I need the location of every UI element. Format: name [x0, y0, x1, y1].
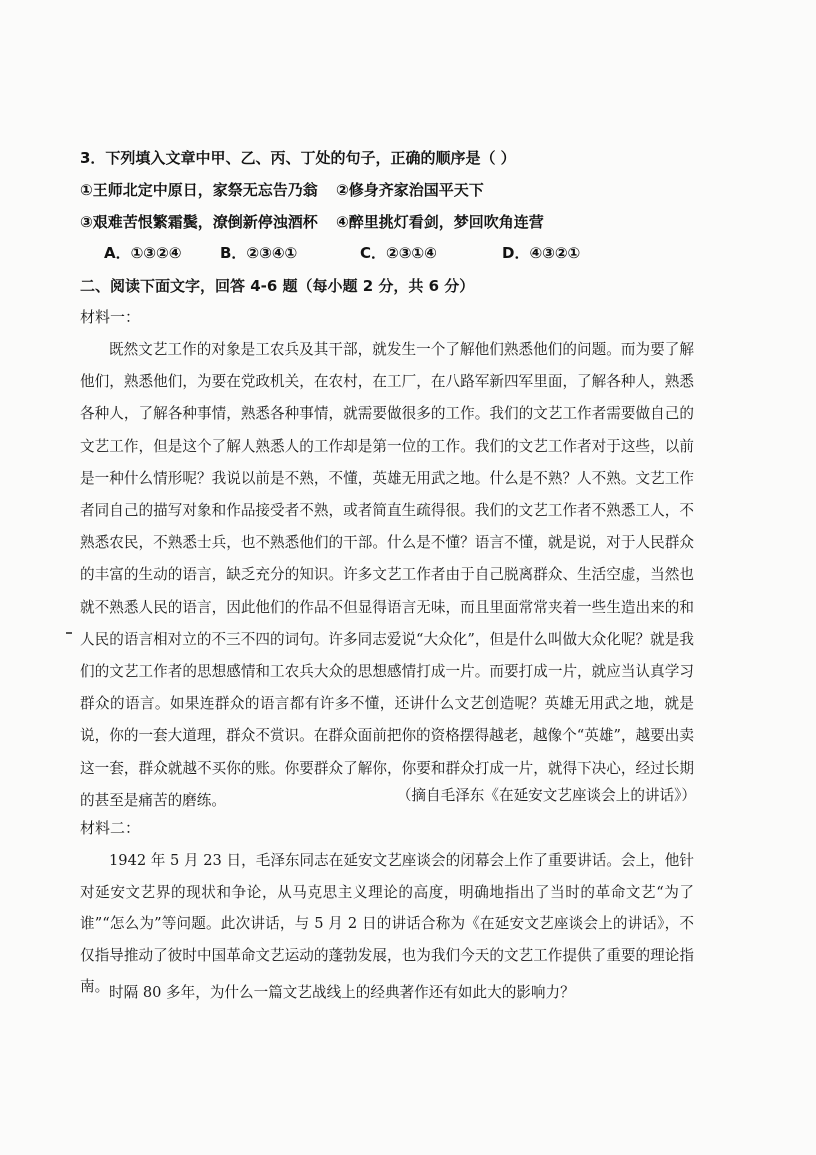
- material-2-paragraph-1: 1942 年 5 月 23 日，毛泽东同志在延安文艺座谈会的闭幕会上作了重要讲话。会上，他针对延安文艺界的现状和争论，从马克思主义理论的高度，明确地指出了当时的革命文艺“为了谁”“怎么为”等问题。此次讲话，与 5 月 2 日的讲话合称为《在延安文艺座谈会上的讲话》，不仅指导推动了彼时中国革命文艺运动的蓬勃发展，也为我们今天的文艺工作提供了重要的理论指南。: [80, 852, 694, 995]
- option-b: B．②③④①: [220, 244, 298, 262]
- section-2-title: 二、阅读下面文字，回答 4-6 题（每小题 2 分，共 6 分）: [80, 277, 475, 295]
- question-3-sentence-1: ①王师北定中原日，家祭无忘告乃翁: [80, 181, 318, 199]
- material-1-label: 材料一：: [80, 308, 141, 326]
- question-3-sentence-3: ③艰难苦恨繁霜鬓，潦倒新停浊酒杯: [80, 213, 318, 231]
- material-1-text: 既然文艺工作的对象是工农兵及其干部，就发生一个了解他们熟悉他们的问题。而为要了解他们，熟悉他们，为要在党政机关，在农村，在工厂，在八路军新四军里面，了解各种人，熟悉各种人，了解各种事情，熟悉各种事情，就需要做很多的工作。我们的文艺工作者需要做自己的文艺工作，但是这个了解人熟悉人的工作却是第一位的工作。我们的文艺工作者对于这些，以前是一种什么情形呢？我说以前是不熟，不懂，英雄无用武之地。什么是不熟？人不熟。文艺工作者同自己的描写对象和作品接受者不熟，或者简直生疏得很。我们的文艺工作者不熟悉工人，不熟悉农民，不熟悉士兵，也不熟悉他们的干部。什么是不懂？语言不懂，就是说，对于人民群众的丰富的生动的语言，缺乏充分的知识。许多文艺工作者由于自己脱离群众、生活空虚，当然也就不熟悉人民的语言，因此他们的作品不但显得语言无味，而且里面常常夹着一些生造出来的和人民的语言相对立的不三不四的词句。许多同志爱说“大众化”，但是什么叫做大众化呢？就是我们的文艺工作者的思想感情和工农兵大众的思想感情打成一片。而要打成一片，就应当认真学习群众的语言。如果连群众的语言都有许多不懂，还讲什么文艺创造呢？英雄无用武之地，就是说，你的一套大道理，群众不赏识。在群众面前把你的资格摆得越老，越像个“英雄”，越要出卖这一套，群众就越不买你的账。你要群众了解你，你要和群众打成一片，就得下决心，经过长期的甚至是痛苦的磨练。: [80, 341, 694, 809]
- material-2-label: 材料二：: [80, 819, 141, 837]
- material-1-source: （摘自毛泽东《在延安文艺座谈会上的讲话》）: [396, 787, 696, 804]
- material-2-paragraph-2: 时隔 80 多年，为什么一篇文艺战线上的经典著作还有如此大的影响力？: [109, 984, 575, 1001]
- scan-mark: [66, 632, 72, 634]
- option-a: A．①③②④: [104, 244, 182, 262]
- option-d: D．④③②①: [502, 244, 581, 262]
- question-3-sentence-2: ②修身齐家治国平天下: [336, 181, 484, 199]
- question-3-sentence-4: ④醉里挑灯看剑，梦回吹角连营: [336, 213, 544, 231]
- question-3-stem: 3．下列填入文章中甲、乙、丙、丁处的句子，正确的顺序是（ ）: [80, 149, 516, 167]
- option-c: C．②③①④: [360, 244, 437, 262]
